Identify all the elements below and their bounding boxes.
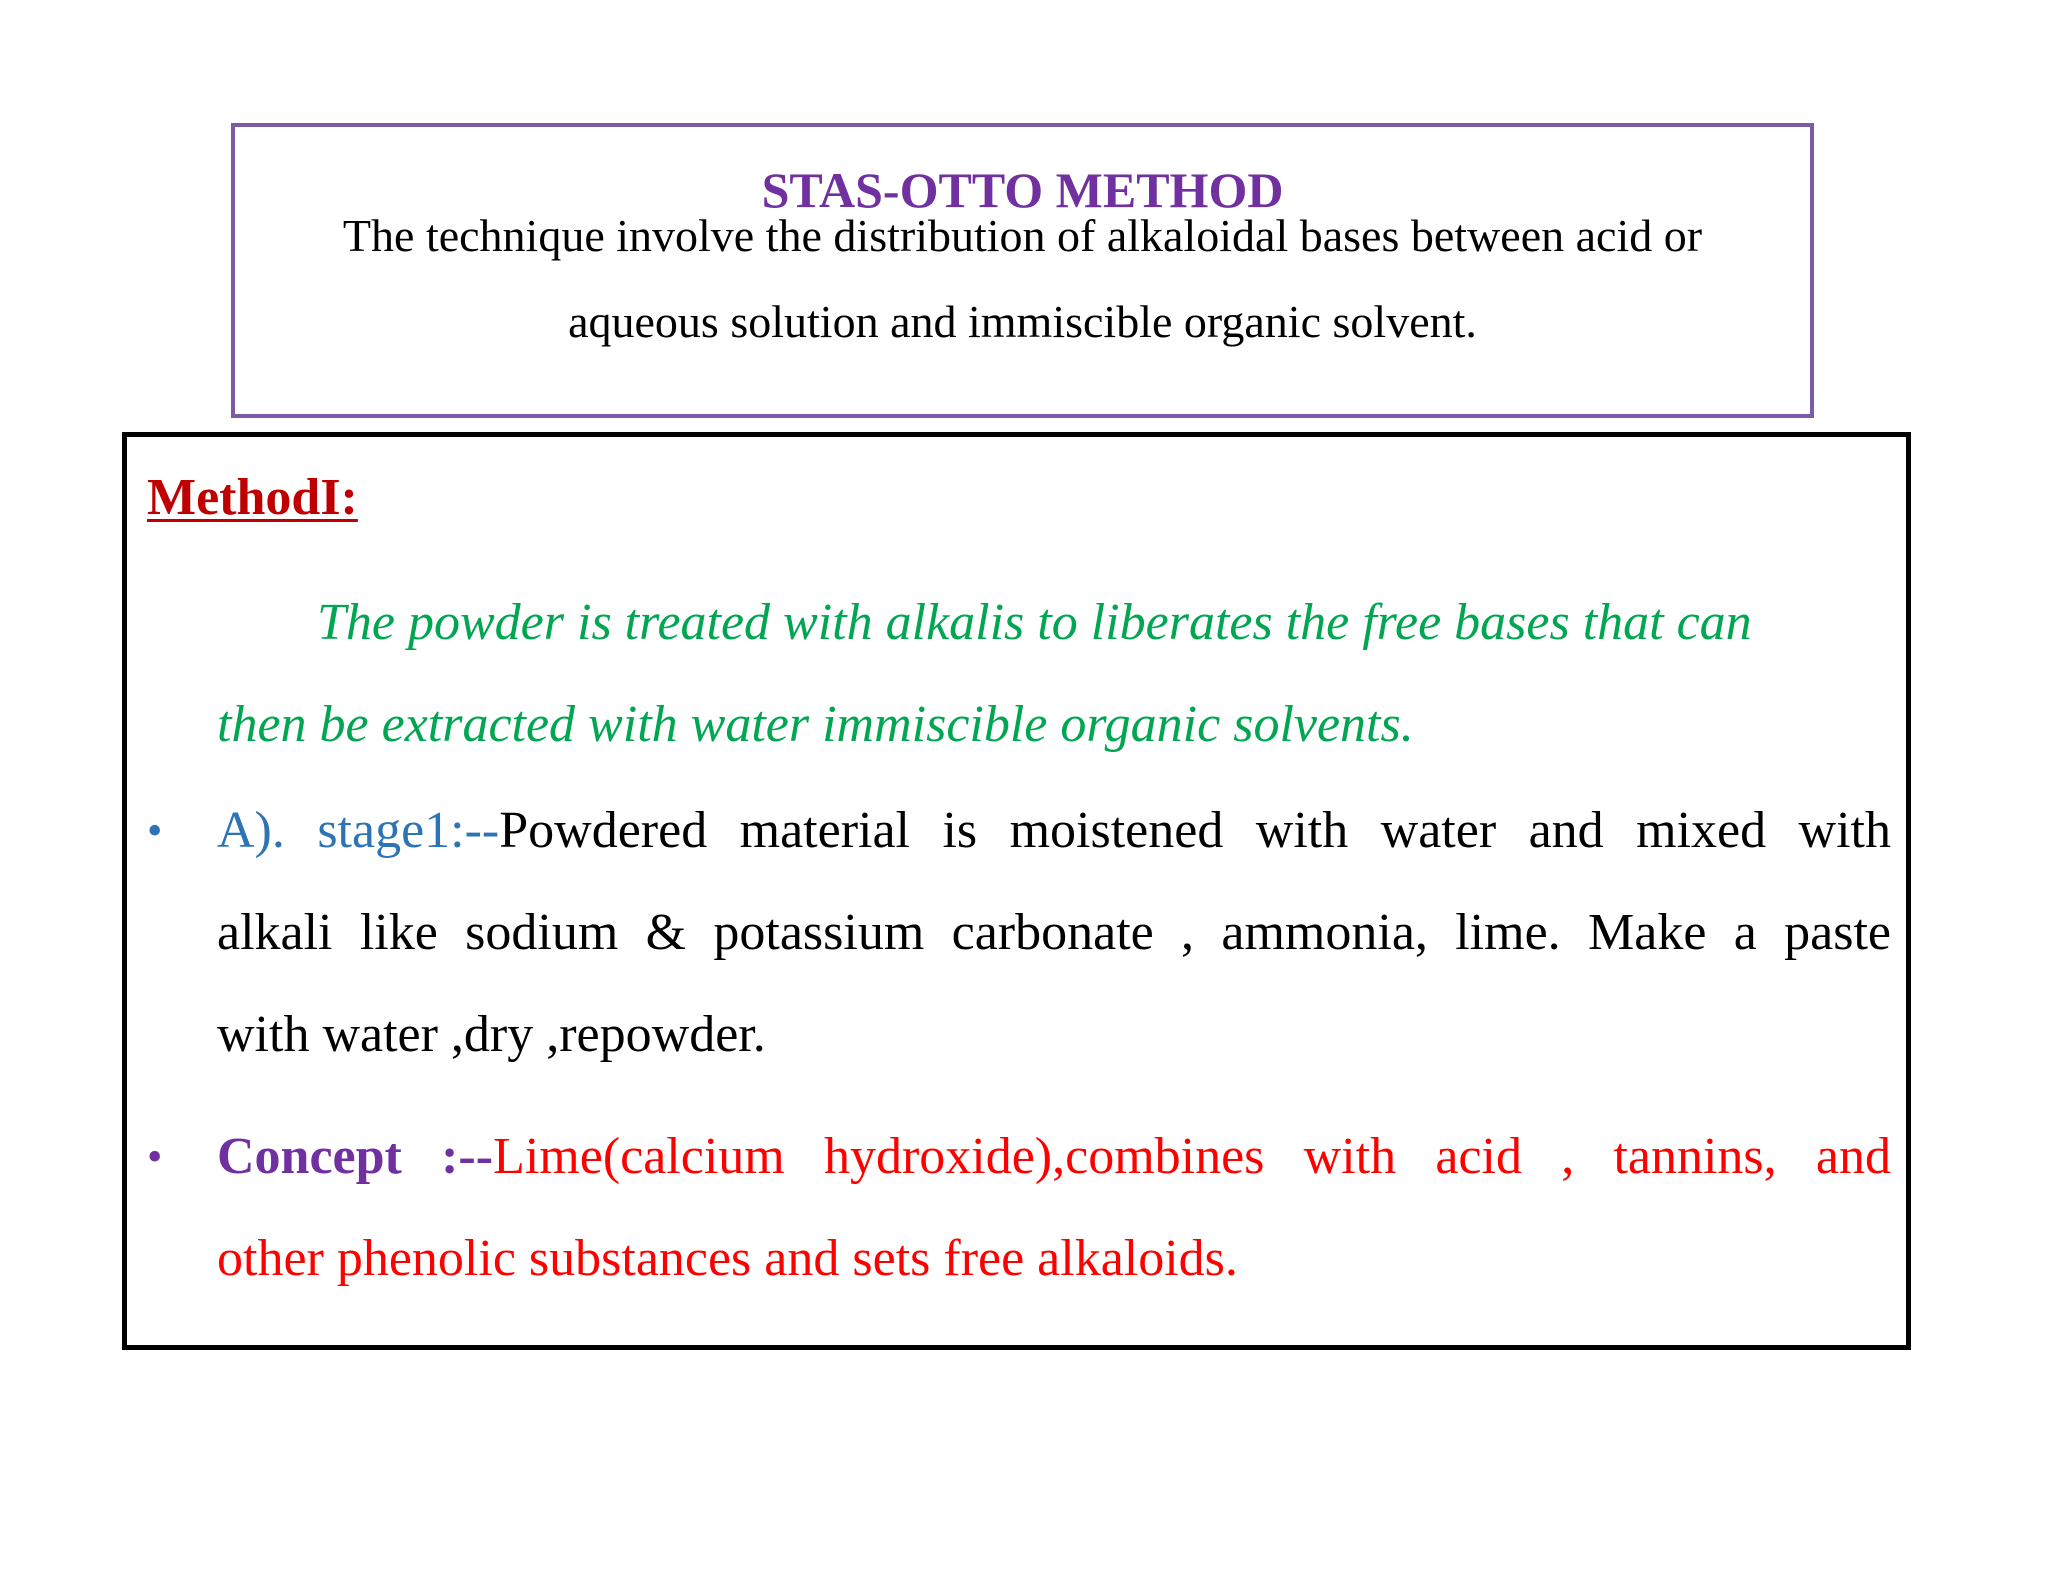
description-line: aqueous solution and immiscible organic solvent. bbox=[568, 296, 1477, 347]
concept-line bbox=[217, 1106, 1891, 1208]
method-box bbox=[122, 432, 1911, 1350]
intro-line: then be extracted with water immiscible organic solvents. bbox=[217, 696, 1414, 753]
intro-line: The powder is treated with alkalis to liberates the free bases that can bbox=[317, 594, 1752, 651]
stage-line: alkali like sodium & potassium carbonate , ammonia, lime. Make a paste bbox=[217, 904, 1891, 961]
concept-text: Lime(calcium hydroxide),combines with acid , tannins, and bbox=[493, 1128, 1891, 1185]
stage-line: with water ,dry ,repowder. bbox=[217, 1006, 766, 1063]
concept-line: other phenolic substances and sets free alkaloids. bbox=[217, 1230, 1238, 1287]
method-title: MethodI: bbox=[147, 469, 358, 526]
title-box bbox=[231, 123, 1814, 418]
description-line: The technique involve the distribution of alkaloidal bases between acid or bbox=[342, 210, 1703, 261]
stage-bullet bbox=[147, 780, 1891, 1086]
stage-label: A). stage1:-- bbox=[217, 802, 500, 859]
concept-label: Concept :-- bbox=[217, 1128, 494, 1185]
method-intro bbox=[217, 572, 1886, 776]
stage-line bbox=[217, 780, 1891, 882]
method-description bbox=[235, 193, 1810, 365]
page-title: STAS-OTTO METHOD bbox=[761, 162, 1284, 218]
stage-text: Powdered material is moistened with water and mixed with bbox=[499, 802, 1891, 859]
concept-bullet bbox=[147, 1106, 1891, 1310]
bullet-icon: • bbox=[147, 806, 163, 855]
bullet-icon: • bbox=[147, 1132, 163, 1181]
